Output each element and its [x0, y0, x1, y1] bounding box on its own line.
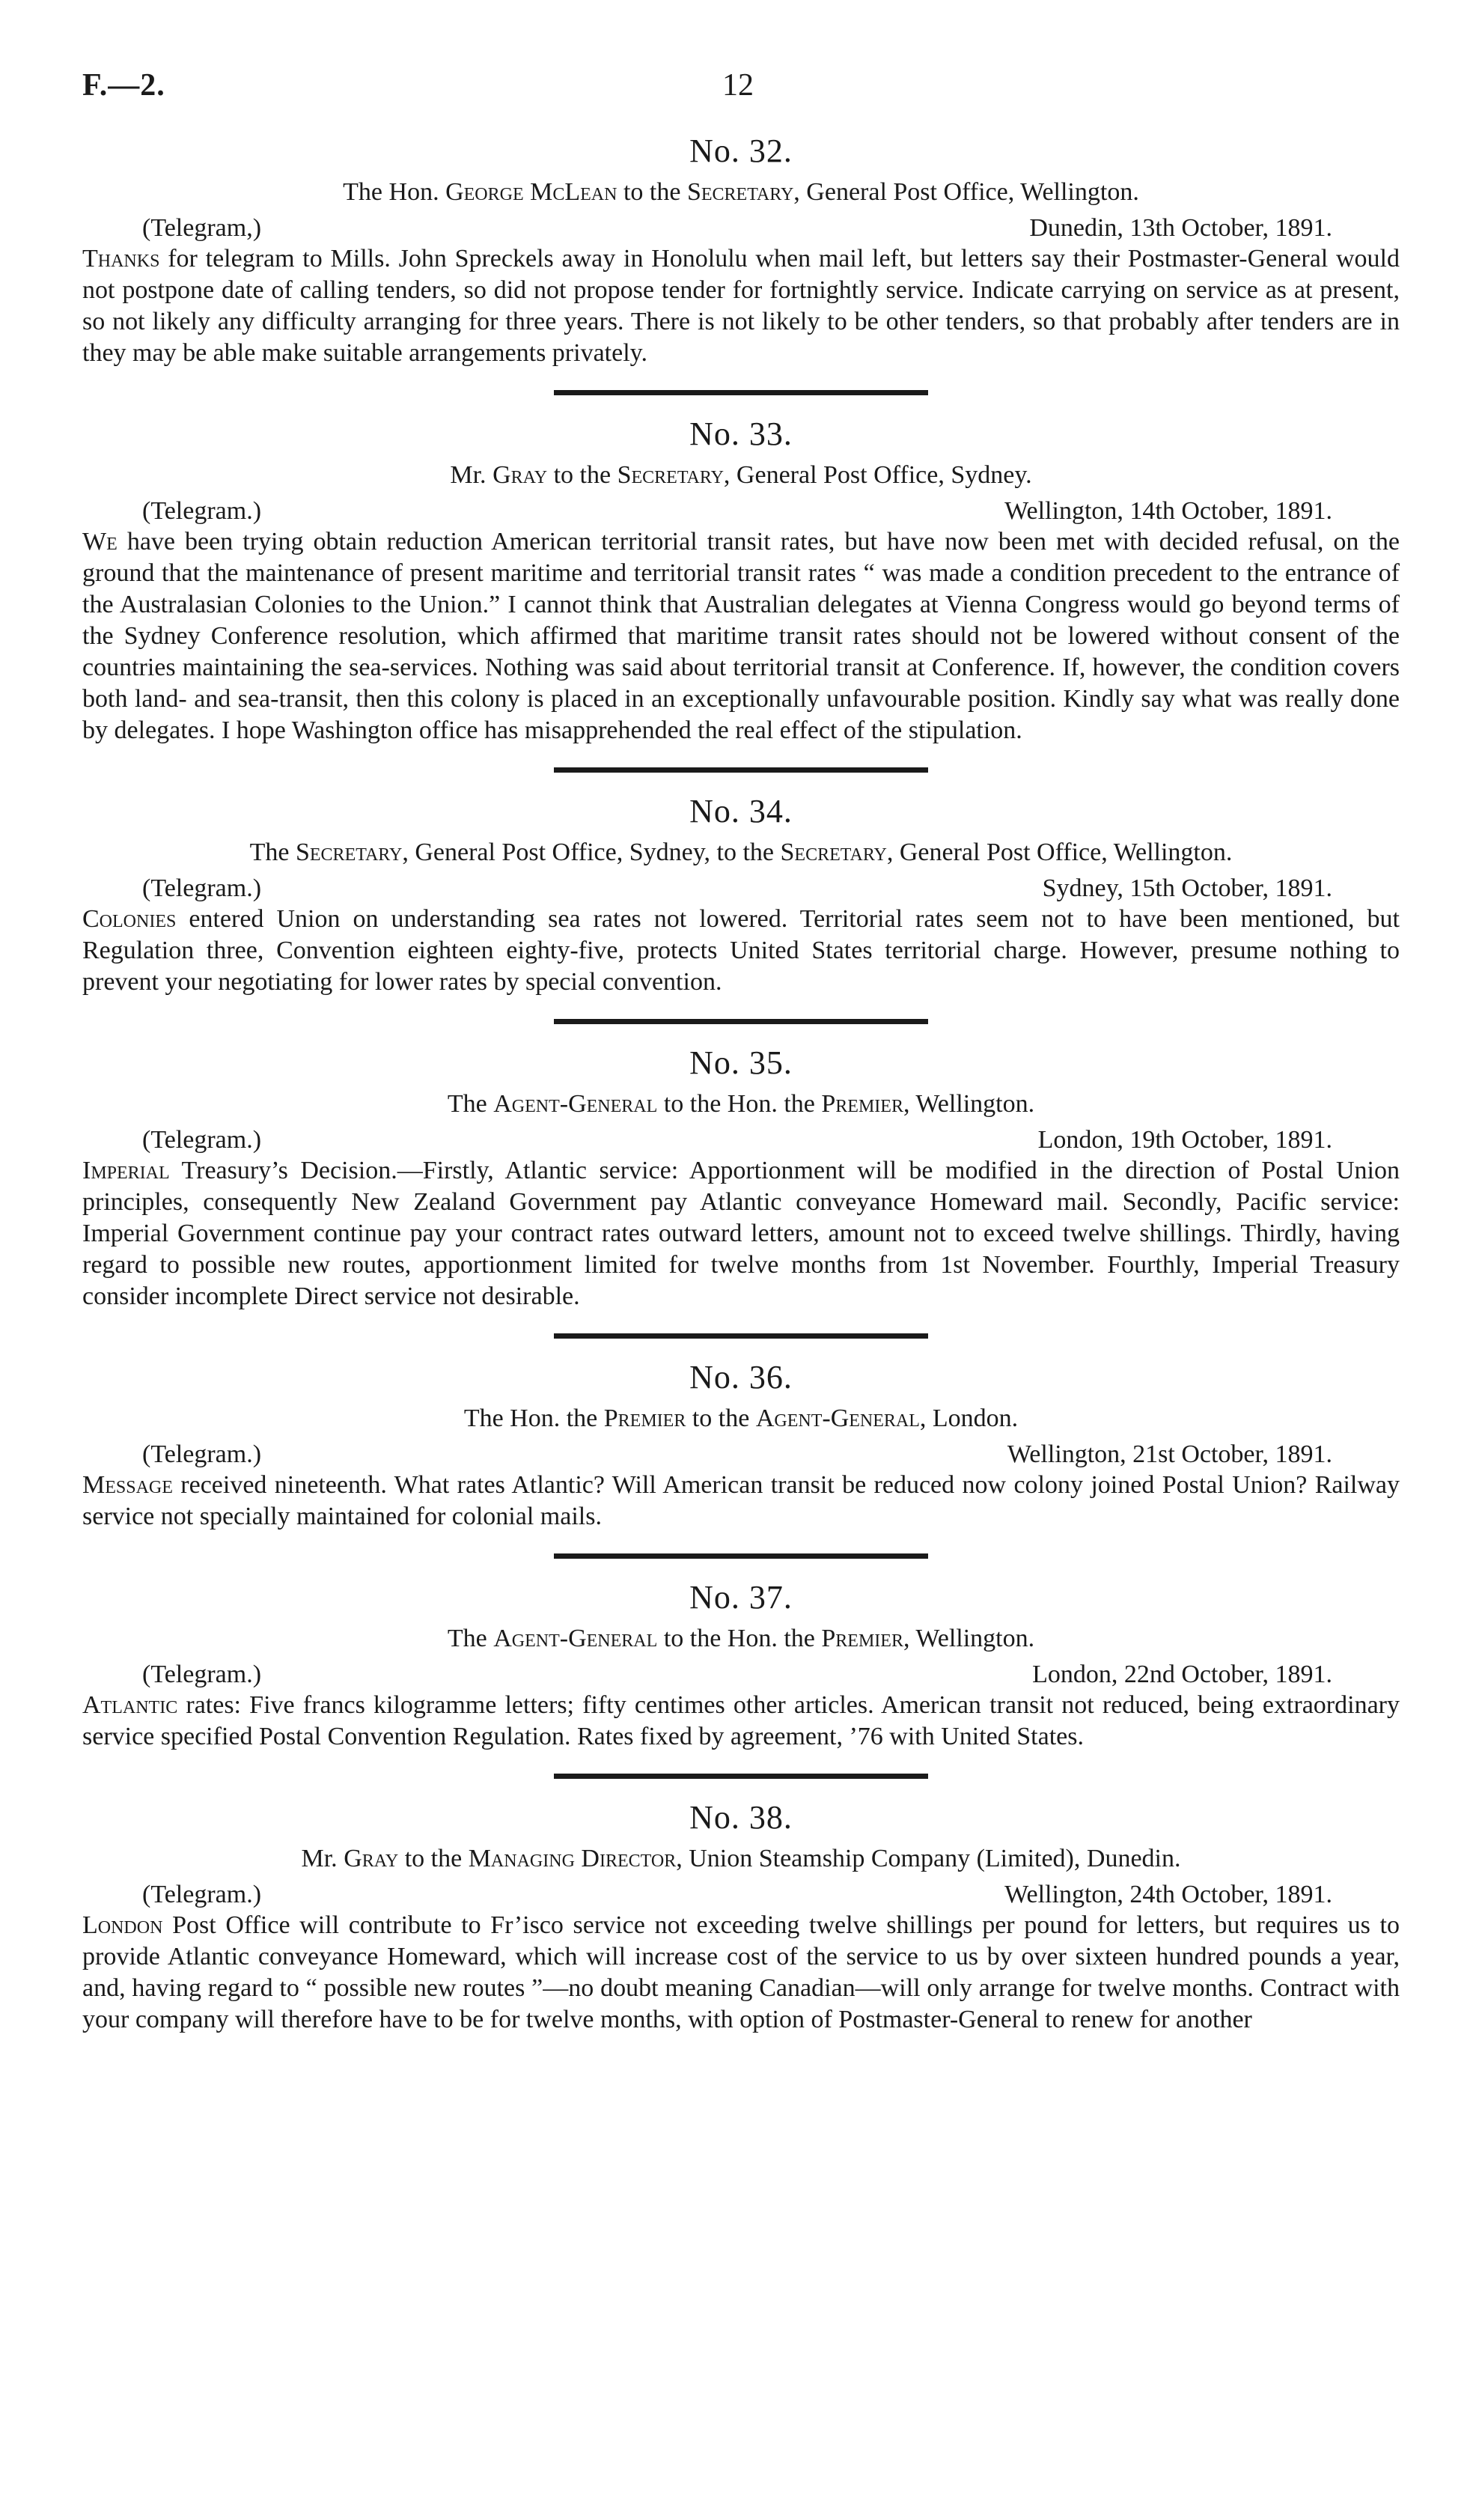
place-date: London, 22nd October, 1891.	[1032, 1661, 1332, 1688]
document-page	[82, 52, 1400, 2036]
entry-meta	[82, 213, 1400, 243]
entry-number: No. 37.	[689, 1579, 793, 1616]
entry-number: No. 33.	[689, 416, 793, 452]
entry-body: Atlantic rates: Five francs kilogramme letters; fifty centimes other articles. American transit not reduced, being extraordinary service specified Postal Convention Regulation. Rates fixed by agreement, ’76 with United States.	[82, 1691, 1400, 1750]
telegram-entry	[82, 792, 1400, 998]
section-divider	[554, 1333, 928, 1339]
entry-number: No. 38.	[689, 1799, 793, 1836]
entry-heading: The Hon. the Premier to the Agent-General, London.	[463, 1404, 1019, 1432]
section-divider	[554, 1553, 928, 1559]
place-date: London, 19th October, 1891.	[1037, 1126, 1332, 1154]
section-divider	[554, 1774, 928, 1779]
place-date: Wellington, 24th October, 1891.	[1004, 1881, 1332, 1908]
message-type: (Telegram.)	[142, 1440, 262, 1468]
message-type: (Telegram,)	[142, 214, 262, 242]
entry-meta	[82, 874, 1400, 904]
entry-heading: The Hon. George McLean to the Secretary, General Post Office, Wellington.	[343, 178, 1139, 206]
entry-heading: The Agent-General to the Hon. the Premier, Wellington.	[447, 1625, 1035, 1652]
entry-number: No. 36.	[689, 1359, 793, 1396]
page-code: F.—2.	[82, 68, 165, 103]
entry-body: Colonies entered Union on understanding sea rates not lowered. Territorial rates seem not to have been mentioned, but Regulation three, Convention eighteen eighty-five, protects United States territorial charge. However, presume nothing to prevent your negotiating for lower rates by special convention.	[82, 905, 1400, 996]
section-divider	[554, 390, 928, 395]
place-date: Sydney, 15th October, 1891.	[1042, 874, 1332, 902]
message-type: (Telegram.)	[142, 1881, 262, 1908]
entry-body: Imperial Treasury’s Decision.—Firstly, Atlantic service: Apportionment will be modified in the direction of Postal Union principles, consequently New Zealand Government pay Atlantic conveyance Homeward mail. Secondly, Pacific service: Imperial Government continue pay your contract rates outward letters, amount not to exceed twelve shillings. Thirdly, having regard to possible new routes, apportionment limited for twelve months from 1st November. Fourthly, Imperial Treasury consider incomplete Direct service not desirable.	[82, 1157, 1400, 1310]
entry-heading: The Secretary, General Post Office, Sydney, to the Secretary, General Post Office, Wellington.	[249, 839, 1233, 866]
entry-number: No. 32.	[689, 133, 793, 169]
entry-body: London Post Office will contribute to Fr’isco service not exceeding twelve shillings per pound for letters, but requires us to provide Atlantic conveyance Homeward, which will increase cost of the service to us by over sixteen hundred pounds a year, and, having regard to “ possible new routes ”—no doubt meaning Canadian—will only arrange for twelve months. Contract with your company will therefore have to be for twelve months, with option of Postmaster-General to renew for another	[82, 1911, 1400, 2033]
entry-number: No. 34.	[689, 793, 793, 830]
telegram-entry	[82, 1798, 1400, 2036]
entry-body: Message received nineteenth. What rates Atlantic? Will American transit be reduced now colony joined Postal Union? Railway service not specially maintained for colonial mails.	[82, 1471, 1400, 1530]
entry-meta	[82, 1440, 1400, 1470]
message-type: (Telegram.)	[142, 497, 262, 525]
telegram-entry	[82, 1578, 1400, 1753]
entry-heading: Mr. Gray to the Managing Director, Union Steamship Company (Limited), Dunedin.	[301, 1845, 1181, 1872]
message-type: (Telegram.)	[142, 1126, 262, 1154]
telegram-entry	[82, 1044, 1400, 1312]
entry-heading: The Agent-General to the Hon. the Premier, Wellington.	[447, 1090, 1035, 1118]
section-divider	[554, 1019, 928, 1024]
telegram-entry	[82, 415, 1400, 746]
entry-meta	[82, 496, 1400, 526]
place-date: Wellington, 14th October, 1891.	[1004, 497, 1332, 525]
page-header	[82, 52, 1400, 112]
entry-number: No. 35.	[689, 1044, 793, 1081]
page-number: 12	[722, 68, 754, 103]
entry-body: We have been trying obtain reduction American territorial transit rates, but have now been met with decided refusal, on the ground that the maintenance of present maritime and territorial transit rates “ was made a condition precedent to the entrance of the Australasian Colonies to the Union.” I cannot think that Australian delegates at Vienna Congress would go beyond terms of the Sydney Conference resolution, which affirmed that maritime transit rates should not be lowered without consent of the countries maintaining the sea-services. Nothing was said about territorial transit at Conference. If, however, the condition covers both land- and sea-transit, then this colony is placed in an exceptionally unfavourable position. Kindly say what was really done by delegates. I hope Washington office has misapprehended the real effect of the stipulation.	[82, 528, 1400, 744]
entry-meta	[82, 1125, 1400, 1155]
entry-meta	[82, 1880, 1400, 1910]
place-date: Dunedin, 13th October, 1891.	[1029, 214, 1332, 242]
section-divider	[554, 767, 928, 773]
entry-heading: Mr. Gray to the Secretary, General Post Office, Sydney.	[450, 461, 1032, 489]
message-type: (Telegram.)	[142, 1661, 262, 1688]
place-date: Wellington, 21st October, 1891.	[1007, 1440, 1332, 1468]
message-type: (Telegram.)	[142, 874, 262, 902]
telegram-entry	[82, 132, 1400, 369]
entry-body: Thanks for telegram to Mills. John Spreckels away in Honolulu when mail left, but letters say their Postmaster-General would not postpone date of calling tenders, so did not propose tender for fortnightly service. Indicate carrying on service as at present, so not likely any difficulty arranging for three years. There is not likely to be other tenders, so that probably after tenders are in they may be able make suitable arrangements privately.	[82, 245, 1400, 367]
telegram-entry	[82, 1358, 1400, 1533]
entry-meta	[82, 1660, 1400, 1690]
